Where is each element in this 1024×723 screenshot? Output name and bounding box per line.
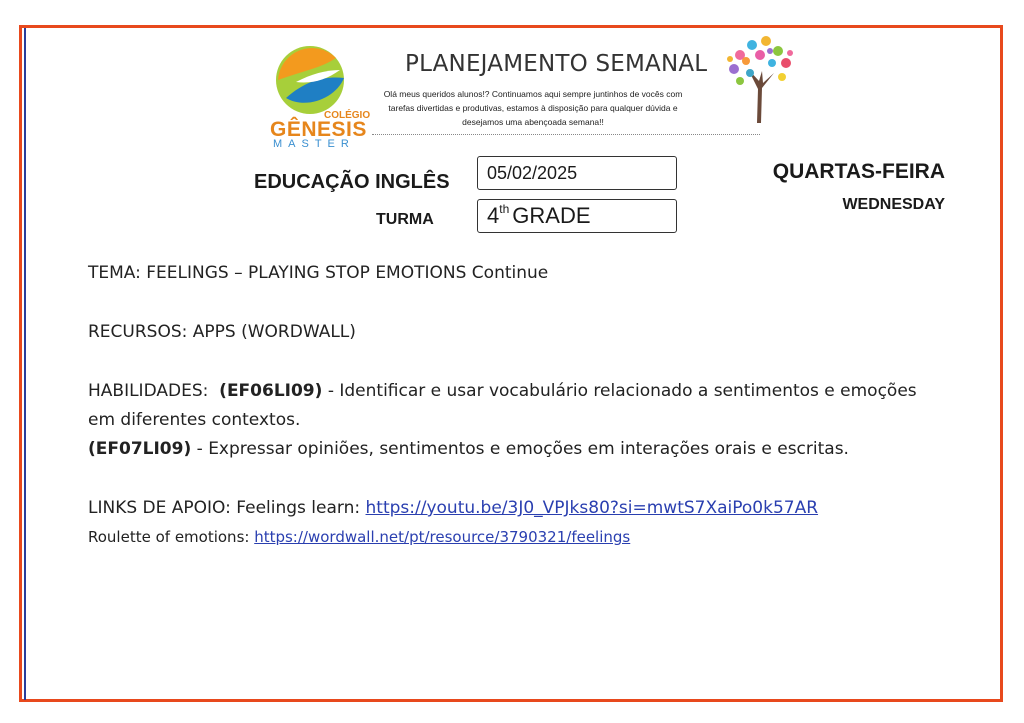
subject-title: EDUCAÇÃO INGLÊS — [254, 171, 450, 193]
skill-text-1: - Identificar e usar vocabulário relacionado a sentimentos e emoções em diferentes contextos. — [88, 381, 917, 430]
tree-illustration-icon — [720, 33, 798, 125]
recursos-line: RECURSOS: APPS (WORDWALL) — [88, 322, 356, 342]
blue-accent-line — [24, 28, 26, 700]
date-value: 05/02/2025 — [487, 162, 578, 183]
lesson-content — [88, 259, 948, 552]
weekday-en: WEDNESDAY — [842, 196, 945, 213]
habilidades-label: HABILIDADES: — [88, 381, 209, 401]
habilidades-paragraph — [88, 377, 948, 435]
links-line-2 — [88, 523, 948, 552]
grade-number: 4 — [487, 203, 500, 228]
date-field — [477, 156, 677, 190]
page-title: PLANEJAMENTO SEMANAL — [405, 51, 708, 77]
grade-suffix: th — [499, 202, 510, 216]
welcome-message: Olá meus queridos alunos!? Continuamos aqui sempre juntinhos de vocês com tarefas divertidas e produtivas, estamos à disposição para qualquer dúvida e desejamos uma abençoada semana!! — [383, 89, 683, 127]
skill-code-2: (EF07LI09) — [88, 439, 192, 459]
youtube-link[interactable]: https://youtu.be/3J0_VPJks80?si=mwtS7XaiPo0k57AR — [365, 498, 819, 518]
links-label-1: LINKS DE APOIO: Feelings learn: — [88, 498, 366, 518]
grade-label: GRADE — [512, 203, 591, 228]
logo-colegio-text: COLÉGIO — [324, 110, 371, 121]
weekday-pt: QUARTAS-FEIRA — [772, 160, 945, 183]
links-label-2: Roulette of emotions: — [88, 528, 255, 546]
tema-line: TEMA: FEELINGS – PLAYING STOP EMOTIONS Continue — [88, 263, 549, 283]
wordwall-link[interactable]: https://wordwall.net/pt/resource/3790321/feelings — [254, 528, 631, 546]
header-divider — [372, 134, 760, 135]
skill-code-1: (EF06LI09) — [219, 381, 323, 401]
logo-master-text: MASTER — [273, 138, 355, 150]
links-line-1 — [88, 494, 948, 523]
grade-field — [477, 199, 677, 233]
habilidades-paragraph-2 — [88, 435, 948, 464]
turma-label: TURMA — [376, 211, 434, 228]
skill-text-2: - Expressar opiniões, sentimentos e emoções em interações orais e escritas. — [191, 439, 849, 459]
logo-genesis-text: GÊNESIS — [270, 118, 367, 141]
